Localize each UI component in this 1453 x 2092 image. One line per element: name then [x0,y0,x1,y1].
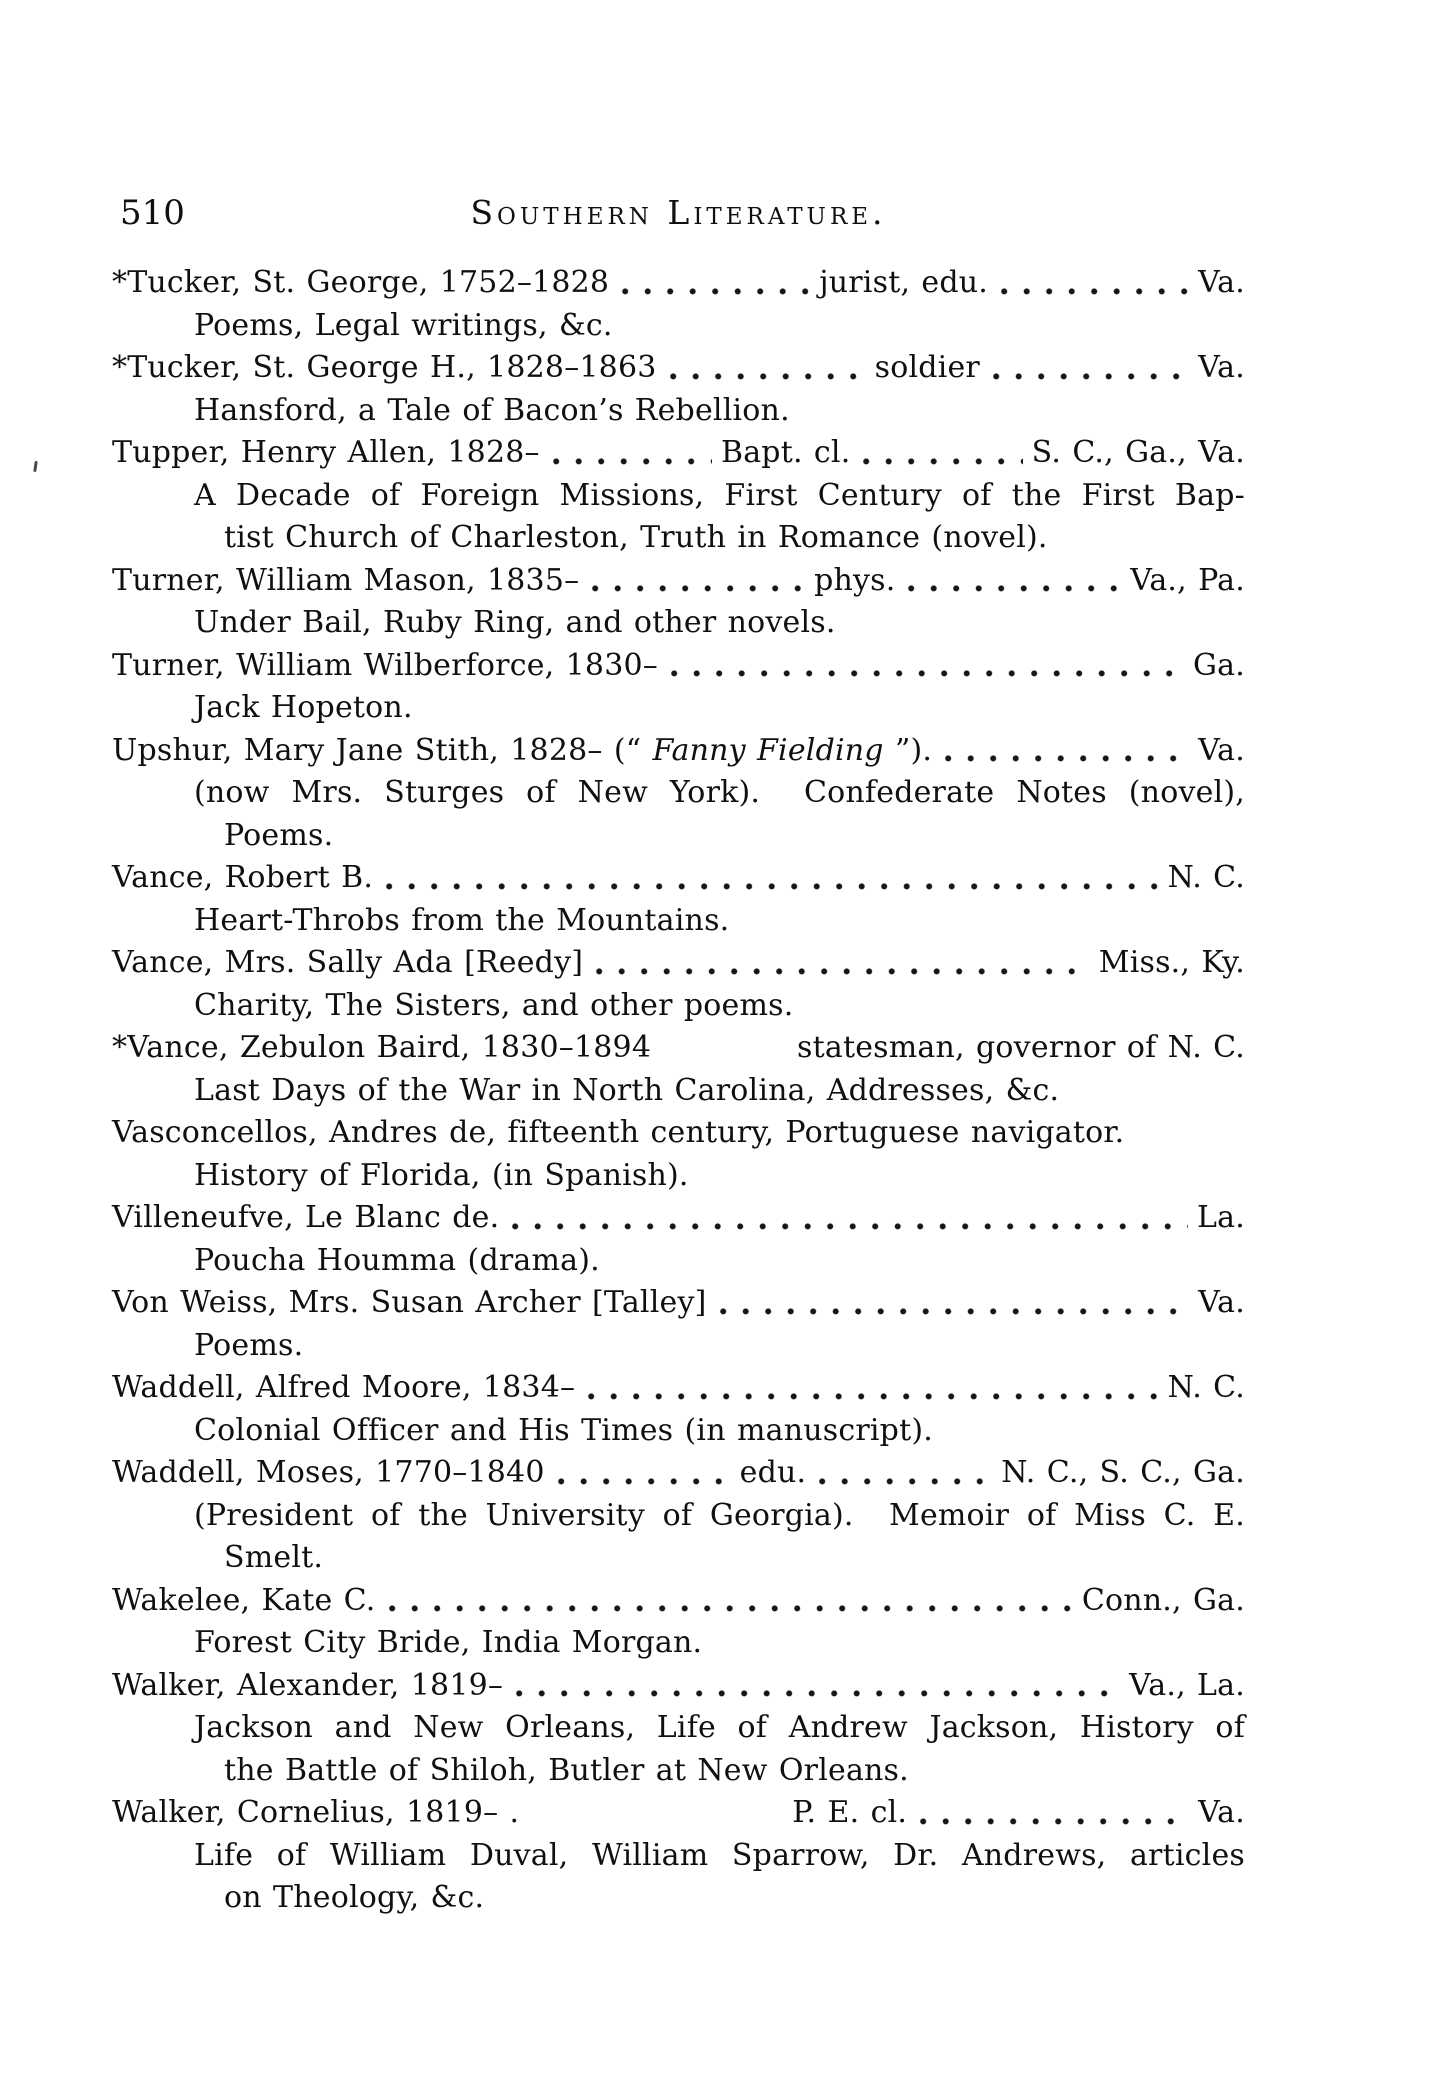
entry-text: Poems, Legal writings, &c. [194,307,613,343]
entry-text: Vasconcellos, Andres de, fifteenth century, Portuguese navigator. [112,1115,1125,1150]
dot-leader [512,1665,1120,1708]
entry-text: Waddell, Alfred Moore, 1834– [112,1370,576,1405]
page-title: Southern Literature. [470,193,887,232]
entry-works-line [112,1325,1245,1368]
entry-text: Jack Hopeton. [194,690,413,725]
entry-works-line [112,1495,1245,1538]
entry-works-line [112,305,1245,348]
entry-main-line [112,857,1245,900]
entry-text: Va. [1198,350,1245,385]
entry-works-line [112,687,1245,730]
entry-text: Va. [1198,265,1245,300]
entry-works-line [112,1750,1245,1793]
entry-text: (now Mrs. Sturges of New York). Confederate Notes (novel), [194,775,1245,810]
entry-text: *Tucker, St. George, 1752–1828 [112,265,610,300]
entry-works-line [112,900,1245,943]
entry-text: Miss., Ky. [1098,945,1245,980]
dot-leader [916,1792,1189,1835]
dot-leader [592,942,1090,985]
entry-main-line [112,432,1245,475]
entry-text: Colonial Officer and His Times (in manuscript). [194,1412,933,1448]
entry-main-line [112,347,1245,390]
entry-text: Va. [1198,1285,1245,1320]
entry-works-line [112,475,1245,518]
dot-leader [941,730,1189,773]
entry-text: Last Days of the War in North Carolina, Addresses, &c. [194,1072,1060,1108]
entry-works-line [112,985,1245,1028]
entry-text: Heart-Throbs from the Mountains. [194,902,730,938]
entry-text: soldier [874,350,980,385]
entry-works-line [112,1240,1245,1283]
entry-text: Vance, Robert B. [112,860,374,895]
dot-leader [815,1452,992,1495]
entry-text: Wakelee, Kate C. [112,1582,376,1618]
scan-speck [33,461,38,472]
entry-text: Hansford, a Tale of Bacon’s Rebellion. [194,392,790,428]
entry-text: phys. [814,562,896,598]
dot-leader [549,432,712,475]
entry-text: Va. [1198,1795,1245,1830]
dot-leader [385,1580,1073,1623]
entry-text: Upshur, Mary Jane Stith, 1828– (“ [112,732,653,768]
entry-works-line [112,1622,1245,1665]
entry-works-line [112,390,1245,433]
entry-main-line [112,1452,1245,1495]
entry-text: *Tucker, St. George H., 1828–1863 [112,350,657,385]
entry-main-line [112,1792,1245,1835]
entry-works-line [112,1835,1245,1878]
entry-text: Tupper, Henry Allen, 1828– [112,435,540,470]
entry-main-line [112,1112,1245,1155]
entry-main-line [112,1665,1245,1708]
pseudonym-italic: Fanny Fielding [652,732,884,768]
dot-leader [554,1452,731,1495]
entry-text: Walker, Cornelius, 1819– . [112,1795,520,1830]
entry-text: (President of the University of Georgia). Memoir of Miss C. E. [194,1497,1245,1533]
entry-text: jurist, edu. [819,265,989,300]
entry-text: the Battle of Shiloh, Butler at New Orleans. [224,1752,909,1788]
entry-text: Ga. [1193,647,1245,683]
entry-text: Smelt. [224,1540,324,1575]
entry-text: Va. [1198,732,1245,768]
entry-works-line [112,1070,1245,1113]
entry-text: on Theology, &c. [224,1880,485,1915]
entry-works-line [112,517,1245,560]
entry-text: statesman, governor of N. C. [797,1030,1245,1065]
entry-text: Turner, William Wilberforce, 1830– [112,647,658,683]
entry-text: Charity, The Sisters, and other poems. [194,987,794,1023]
entry-text: Villeneufve, Le Blanc de. [112,1200,500,1235]
entry-text: Turner, William Mason, 1835– [112,562,580,598]
page-header [112,188,1245,242]
entry-text: ”). [883,732,933,768]
entry-text: Life of William Duval, William Sparrow, Dr. Andrews, articles [194,1837,1245,1873]
dot-leader [859,432,1022,475]
entry-text: *Vance, Zebulon Baird, 1830–1894 [112,1030,652,1065]
entry-text: Va., La. [1129,1667,1245,1703]
entry-text: N. C. [1167,1370,1245,1405]
dot-leader [716,1282,1190,1325]
entry-works-line [112,1537,1245,1580]
entry-text: S. C., Ga., Va. [1031,435,1246,470]
entry-works-line [112,602,1245,645]
entry-text: N. C. [1167,860,1245,895]
entry-text: Vance, Mrs. Sally Ada [Reedy] [112,945,584,980]
entry-works-line [112,1707,1245,1750]
entry-text: Conn., Ga. [1081,1582,1245,1618]
entry-main-line [112,942,1245,985]
dot-leader [989,347,1189,390]
entry-text: Poucha Houmma (drama). [194,1242,600,1278]
entry-text: P. E. cl. [792,1795,908,1830]
dot-leader [618,262,810,305]
dot-leader [904,560,1121,603]
entry-main-line [112,730,1245,773]
entry-works-line [112,1877,1245,1920]
entry-list [112,262,1245,1920]
entry-text: Bapt. cl. [720,435,851,470]
entry-text: La. [1197,1200,1245,1235]
entry-text: N. C., S. C., Ga. [1001,1455,1245,1490]
dot-leader [588,560,805,603]
entry-text: Von Weiss, Mrs. Susan Archer [Talley] [112,1285,707,1320]
entry-works-line [112,772,1245,815]
dot-leader [667,645,1184,688]
dot-leader [584,1367,1158,1410]
dot-leader [666,347,866,390]
dot-leader [382,857,1159,900]
dot-leader [997,262,1189,305]
entry-main-line [112,1367,1245,1410]
entry-works-line [112,815,1245,858]
entry-text: Under Bail, Ruby Ring, and other novels. [194,605,836,640]
entry-main-line [112,1580,1245,1623]
entry-text: Va., Pa. [1130,562,1245,598]
entry-main-line [112,1027,1245,1070]
entry-text: Forest City Bride, India Morgan. [194,1625,703,1660]
entry-text: edu. [739,1455,807,1490]
entry-text: A Decade of Foreign Missions, First Century of the First Bap- [194,477,1245,513]
entry-text: Waddell, Moses, 1770–1840 [112,1455,545,1490]
entry-text: tist Church of Charleston, Truth in Romance (novel). [224,520,1048,555]
page-number: 510 [120,193,185,233]
entry-main-line [112,645,1245,688]
entry-text: Walker, Alexander, 1819– [112,1667,504,1703]
entry-works-line [112,1410,1245,1453]
entry-text: Jackson and New Orleans, Life of Andrew Jackson, History of [194,1710,1245,1745]
entry-text: Poems. [194,1327,304,1363]
dot-leader [508,1197,1188,1240]
entry-main-line [112,1282,1245,1325]
entry-works-line [112,1155,1245,1198]
entry-main-line [112,560,1245,603]
entry-text: History of Florida, (in Spanish). [194,1157,689,1193]
entry-main-line [112,262,1245,305]
entry-text: Poems. [224,817,334,853]
entry-main-line [112,1197,1245,1240]
